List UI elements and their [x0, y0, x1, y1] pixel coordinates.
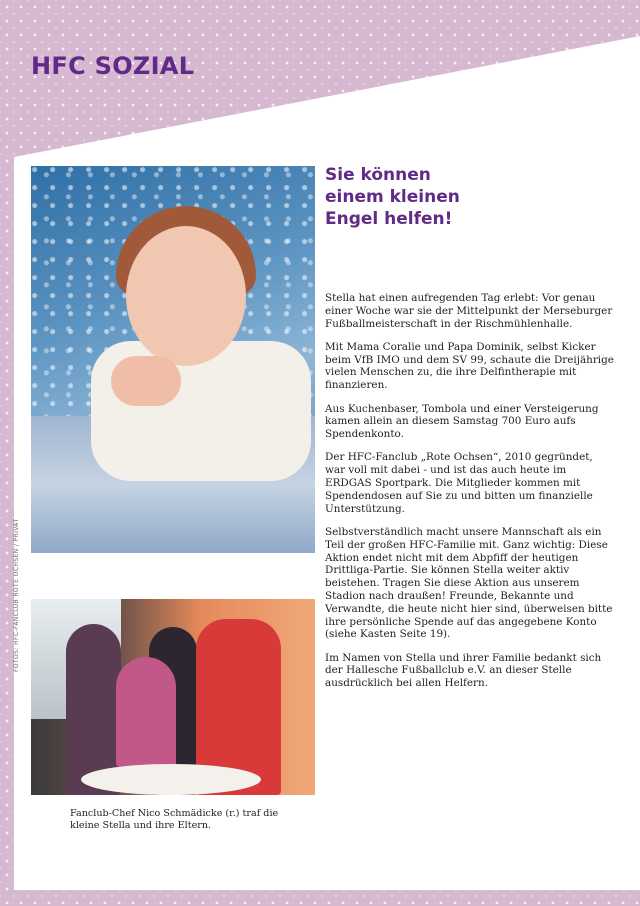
article-paragraph: Aus Kuchenbaser, Tombola und einer Versteigerung kamen allein an diesem Samstag 700 Euro aufs Spendenkonto. — [325, 402, 599, 441]
headline-line: Sie können — [325, 165, 431, 185]
article-paragraph: Der HFC-Fanclub „Rote Ochsen“, 2010 gegründet, war voll mit dabei - und ist das auch heute im ERDGAS Sportpark. Die Mitglieder kommen mit Spendendosen auf Sie zu und bitten um finanzielle Unterstützung. — [325, 451, 593, 515]
photo-child-face — [126, 226, 246, 366]
article-paragraph: Selbstverständlich macht unsere Mannschaft als ein Teil der großen HFC-Familie mit. Ganz wichtig: Diese Aktion endet nicht mit dem Abpfiff der heutigen Drittliga-Partie. Sie können Stella weiter aktiv beistehen. Tragen Sie diese Aktion aus unserem Stadion nach draußen! Freunde, Bekannte und Verwandte, die heute nicht hier sind, überweisen bitte ihre persönliche Spende auf das angegebene Konto (siehe Kasten Seite 19). — [325, 525, 613, 641]
headline-line: Engel helfen! — [325, 209, 453, 229]
photo-child-hand — [111, 356, 181, 406]
article-paragraph: Stella hat einen aufregenden Tag erlebt: Vor genau einer Woche war sie der Mittelpunkt der Merseburger Fußballmeisterschaft in der Rischmühlenhalle. — [325, 292, 613, 330]
article-paragraph: Im Namen von Stella und ihrer Familie bedankt sich der Hallesche Fußballclub e.V. an dieser Stelle ausdrücklich bei allen Helfern. — [325, 651, 602, 690]
photo-caption: Fanclub-Chef Nico Schmädicke (r.) traf die kleine Stella und ihre Eltern. — [70, 808, 279, 831]
photo-table — [81, 764, 261, 795]
article-body — [325, 292, 615, 701]
section-title: HFC SOZIAL — [31, 52, 195, 80]
article-headline — [325, 164, 625, 230]
article-paragraph: Mit Mama Coralie und Papa Dominik, selbst Kicker beim VfB IMO und dem SV 99, schaute die Dreijährige vielen Menschen zu, die ihre Delfintherapie mit finanzieren. — [325, 340, 614, 392]
photo-credit: FOTOS: HFC-FANCLUB ROTE OCHSEN / PRIVAT — [13, 518, 20, 672]
photo-family-group — [31, 599, 315, 795]
headline-line: einem kleinen — [325, 187, 460, 207]
photo-person-stella — [116, 657, 176, 767]
photo-child-stella — [31, 166, 315, 553]
